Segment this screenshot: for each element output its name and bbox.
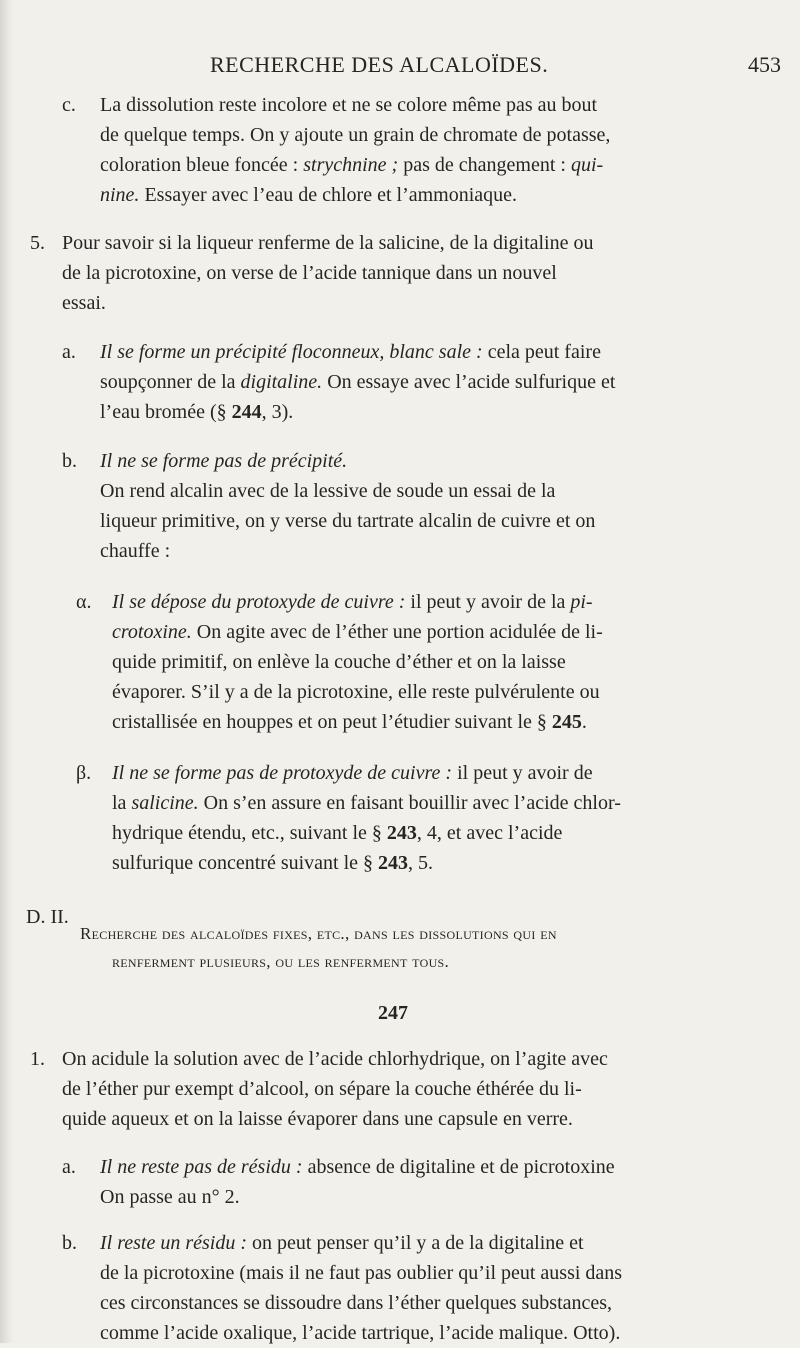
text-line: On passe au n° 2. — [100, 1186, 240, 1208]
text-line: On acidule la solution avec de l’acide chlorhydrique, on l’agite avec — [62, 1048, 608, 1070]
text-line: nine. Essayer avec l’eau de chlore et l’ammoniaque. — [100, 184, 518, 206]
text-line: soupçonner de la digitaline. On essaye avec l’acide sulfurique et — [100, 371, 616, 393]
text-line: cristallisée en houppes et on peut l’étudier suivant le § 245. — [112, 711, 587, 733]
text-line: chauffe : — [100, 540, 171, 562]
heading-line: renferment plusieurs, ou les renferment tous. — [112, 952, 450, 971]
text-line: de l’éther pur exempt d’alcool, on sépare la couche éthérée du li- — [62, 1078, 582, 1100]
text-line: Il ne reste pas de résidu : absence de digitaline et de picrotoxine — [100, 1156, 615, 1178]
text-line: Il se forme un précipité floconneux, blanc sale : cela peut faire — [100, 341, 601, 363]
item-label: 1. — [30, 1048, 45, 1070]
text-line: quide primitif, on enlève la couche d’éther et on la laisse — [112, 651, 566, 673]
item-label: c. — [62, 94, 76, 116]
text-line: sulfurique concentré suivant le § 243, 5. — [112, 852, 434, 874]
text-line: Il reste un résidu : on peut penser qu’il y a de la digitaline et — [100, 1232, 584, 1254]
text-line: évaporer. S’il y a de la picrotoxine, elle reste pulvérulente ou — [112, 681, 600, 703]
page-header — [0, 52, 800, 82]
running-title: RECHERCHE DES ALCALOÏDES. — [210, 52, 549, 77]
item-label: b. — [62, 450, 77, 472]
text-line: hydrique étendu, etc., suivant le § 243, 4, et avec l’acide — [112, 822, 563, 844]
text-line: l’eau bromée (§ 244, 3). — [100, 401, 294, 423]
text-line: Pour savoir si la liqueur renferme de la salicine, de la digitaline ou — [62, 232, 594, 254]
text-line: de la picrotoxine (mais il ne faut pas oublier qu’il peut aussi dans — [100, 1262, 623, 1284]
item-label: b. — [62, 1232, 77, 1254]
text-line: Il se dépose du protoxyde de cuivre : il peut y avoir de la pi- — [112, 591, 593, 613]
text-line: On rend alcalin avec de la lessive de soude un essai de la — [100, 480, 556, 502]
heading-line: Recherche des alcaloïdes fixes, etc., dans les dissolutions qui en — [80, 924, 557, 943]
text-line: coloration bleue foncée : strychnine ; pas de changement : qui- — [100, 154, 604, 176]
section-label: D. II. — [26, 906, 69, 928]
item-label: β. — [76, 762, 92, 784]
item-label: α. — [76, 591, 92, 613]
text-line: de la picrotoxine, on verse de l’acide tannique dans un nouvel — [62, 262, 557, 284]
text-line: la salicine. On s’en assure en faisant bouillir avec l’acide chlor- — [112, 792, 621, 814]
item-label: a. — [62, 341, 76, 363]
text-line: ces circonstances se dissoudre dans l’éther quelques substances, — [100, 1292, 613, 1314]
page-number: 453 — [748, 52, 781, 77]
text-line: essai. — [62, 292, 106, 314]
text-line: quide aqueux et on la laisse évaporer dans une capsule en verre. — [62, 1108, 573, 1130]
text-line: Il ne se forme pas de protoxyde de cuivre : il peut y avoir de — [112, 762, 593, 784]
text-line: La dissolution reste incolore et ne se colore même pas au bout — [100, 94, 598, 116]
item-label: 5. — [30, 232, 45, 254]
item-label: a. — [62, 1156, 76, 1178]
text-line: de quelque temps. On y ajoute un grain de chromate de potasse, — [100, 124, 611, 146]
text-line: liqueur primitive, on y verse du tartrate alcalin de cuivre et on — [100, 510, 596, 532]
text-line: Il ne se forme pas de précipité. — [100, 450, 348, 472]
page-binding-edge — [0, 0, 14, 1343]
text-line: comme l’acide oxalique, l’acide tartrique, l’acide malique. Otto). — [100, 1322, 621, 1344]
text-line: crotoxine. On agite avec de l’éther une portion acidulée de li- — [112, 621, 603, 643]
section-number-text: 247 — [378, 1002, 408, 1024]
